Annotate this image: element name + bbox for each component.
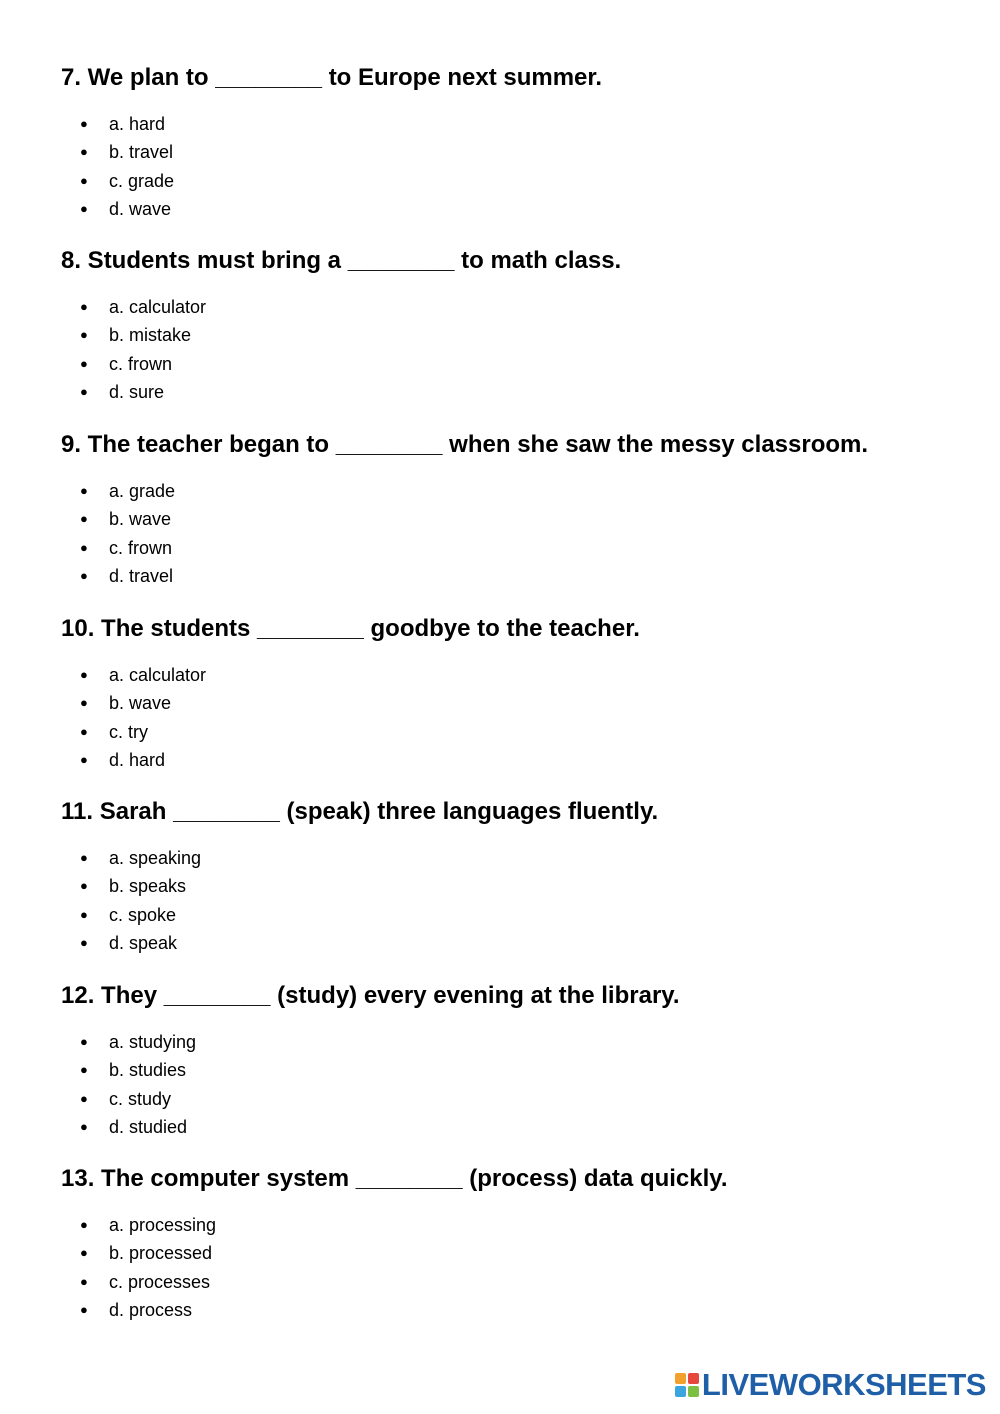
option-label: a. grade [109, 481, 176, 501]
question-text: 13. The computer system ________ (process) data quickly. [61, 1165, 728, 1192]
option-label: d. hard [109, 749, 166, 770]
bullet-icon: ● [80, 172, 88, 188]
bullet-icon: ● [80, 850, 88, 865]
bullet-icon: ● [80, 355, 88, 371]
option-label: c. processes [109, 1271, 211, 1292]
logo-square [675, 1386, 686, 1397]
option-label: d. process [109, 1299, 193, 1320]
bullet-icon: ● [80, 934, 88, 950]
answer-option[interactable] [80, 1113, 196, 1141]
bullet-icon: ● [80, 1245, 88, 1261]
logo-text: LIVEWORKSHEETS [701, 1367, 986, 1402]
question-7 [61, 63, 981, 219]
option-label: a. processing [109, 1215, 217, 1235]
answer-options [80, 1028, 196, 1141]
bullet-icon: ● [80, 751, 88, 767]
option-label: c. study [109, 1088, 172, 1109]
bullet-icon: ● [80, 299, 88, 314]
bullet-icon: ● [80, 1301, 88, 1317]
logo-square [688, 1373, 699, 1384]
answer-options [80, 844, 201, 957]
bullet-icon: ● [80, 695, 88, 711]
logo-square [675, 1373, 686, 1384]
answer-option[interactable] [80, 1056, 196, 1084]
option-label: b. wave [109, 693, 172, 714]
answer-option[interactable] [80, 562, 175, 590]
option-label: a. calculator [109, 665, 207, 685]
answer-option[interactable] [80, 505, 175, 533]
answer-option[interactable] [80, 844, 201, 872]
answer-option[interactable] [80, 138, 174, 166]
answer-option[interactable] [80, 167, 174, 195]
option-label: d. wave [109, 198, 172, 219]
answer-option[interactable] [80, 195, 174, 223]
answer-options [80, 661, 206, 774]
option-label: d. sure [109, 381, 165, 402]
option-label: d. studied [109, 1116, 188, 1137]
option-label: c. frown [109, 353, 173, 374]
option-label: b. studies [109, 1060, 187, 1081]
option-label: d. travel [109, 565, 174, 586]
bullet-icon: ● [80, 116, 88, 131]
answer-option[interactable] [80, 1211, 216, 1239]
bullet-icon: ● [80, 327, 88, 343]
bullet-icon: ● [80, 1062, 88, 1078]
answer-option[interactable] [80, 746, 206, 774]
answer-option[interactable] [80, 110, 174, 138]
bullet-icon: ● [80, 200, 88, 216]
answer-options [80, 110, 174, 223]
liveworksheets-logo [675, 1368, 986, 1402]
option-label: d. speak [109, 932, 178, 953]
option-label: b. travel [109, 142, 174, 163]
option-label: c. grade [109, 170, 175, 191]
question-text: 8. Students must bring a ________ to math class. [61, 247, 622, 274]
answer-option[interactable] [80, 929, 201, 957]
answer-options [80, 293, 206, 406]
answer-option[interactable] [80, 689, 206, 717]
question-text: 9. The teacher began to ________ when she saw the messy classroom. [61, 431, 869, 458]
bullet-icon: ● [80, 539, 88, 555]
answer-option[interactable] [80, 872, 201, 900]
answer-option[interactable] [80, 293, 206, 321]
bullet-icon: ● [80, 567, 88, 583]
option-label: a. studying [109, 1032, 197, 1052]
bullet-icon: ● [80, 1217, 88, 1232]
bullet-icon: ● [80, 723, 88, 739]
option-label: c. spoke [109, 904, 177, 925]
answer-option[interactable] [80, 1239, 216, 1267]
question-text: 12. They ________ (study) every evening at the library. [61, 982, 680, 1009]
logo-square [688, 1386, 699, 1397]
answer-option[interactable] [80, 350, 206, 378]
answer-option[interactable] [80, 1085, 196, 1113]
answer-option[interactable] [80, 534, 175, 562]
liveworksheets-mark-icon [675, 1373, 699, 1397]
bullet-icon: ● [80, 483, 88, 498]
question-13 [61, 1164, 981, 1320]
bullet-icon: ● [80, 878, 88, 894]
option-label: a. speaking [109, 848, 202, 868]
bullet-icon: ● [80, 1118, 88, 1134]
answer-option[interactable] [80, 321, 206, 349]
question-text: 10. The students ________ goodbye to the teacher. [61, 615, 640, 642]
bullet-icon: ● [80, 511, 88, 527]
question-9 [61, 430, 981, 586]
bullet-icon: ● [80, 667, 88, 682]
question-12 [61, 981, 981, 1137]
bullet-icon: ● [80, 1090, 88, 1106]
option-label: c. try [109, 721, 148, 742]
bullet-icon: ● [80, 1273, 88, 1289]
answer-option[interactable] [80, 1296, 216, 1324]
option-label: b. speaks [109, 876, 187, 897]
answer-option[interactable] [80, 901, 201, 929]
answer-options [80, 477, 175, 590]
question-text: 11. Sarah ________ (speak) three languages fluently. [61, 798, 659, 825]
answer-option[interactable] [80, 477, 175, 505]
option-label: c. frown [109, 537, 173, 558]
question-11 [61, 797, 981, 953]
answer-option[interactable] [80, 1268, 216, 1296]
bullet-icon: ● [80, 1034, 88, 1049]
answer-option[interactable] [80, 718, 206, 746]
bullet-icon: ● [80, 906, 88, 922]
answer-option[interactable] [80, 378, 206, 406]
question-10 [61, 614, 981, 770]
bullet-icon: ● [80, 144, 88, 160]
option-label: b. mistake [109, 325, 192, 346]
question-8 [61, 246, 981, 402]
answer-options [80, 1211, 216, 1324]
question-text: 7. We plan to ________ to Europe next summer. [61, 64, 603, 91]
answer-option[interactable] [80, 661, 206, 689]
option-label: b. processed [109, 1243, 213, 1264]
bullet-icon: ● [80, 383, 88, 399]
answer-option[interactable] [80, 1028, 196, 1056]
option-label: a. hard [109, 114, 166, 134]
option-label: a. calculator [109, 297, 207, 317]
option-label: b. wave [109, 509, 172, 530]
